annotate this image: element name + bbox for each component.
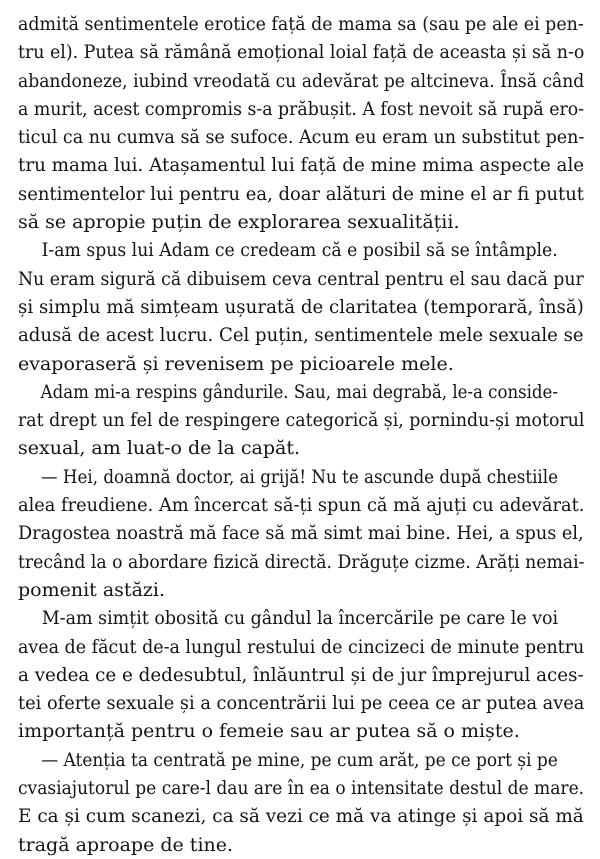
text-line: sexual, am luat-o de la capăt. <box>18 437 301 460</box>
text-line: evaporaseră și revenisem pe picioarele mele. <box>18 352 454 375</box>
text-line: Adam mi-a respins gândurile. Sau, mai degrabă, le-a conside- <box>40 380 558 403</box>
text-line: — Hei, doamnă doctor, ai grijă! Nu te ascunde după chestiile <box>40 465 558 488</box>
paragraph-1 <box>18 10 584 236</box>
text-line: trecând la o abordare fizică directă. Drăguțe cizme. Arăți nemai- <box>18 550 585 573</box>
text-line: abandoneze, iubind vreodată cu adevărat pe altcineva. Însă când <box>18 69 585 92</box>
text-line: a murit, acest compromis s-a prăbușit. A fost nevoit să rupă ero- <box>18 97 585 120</box>
text-line: pomenit astăzi. <box>18 578 166 601</box>
text-line: E ca și cum scanezi, ca să vezi ce mă va atinge și apoi să mă <box>18 805 584 828</box>
text-line: tru el). Putea să rămână emoțional loial față de aceasta și să n-o <box>18 41 585 64</box>
book-page <box>18 10 585 856</box>
text-line: adusă de acest lucru. Cel puțin, sentimentele mele sexuale se <box>18 324 584 347</box>
paragraph-5 <box>18 604 584 745</box>
paragraph-2 <box>18 236 584 377</box>
text-line: a vedea ce e dedesubtul, înlăuntrul și de jur împrejurul aces- <box>18 663 584 686</box>
text-line: rat drept un fel de respingere categorică și, pornindu-și motorul <box>18 409 585 432</box>
paragraph-6 <box>18 746 584 859</box>
text-line: tru mama lui. Atașamentul lui față de mine mima aspecte ale <box>18 154 585 177</box>
text-line: tragă aproape de tine. <box>18 833 234 856</box>
paragraph-3 <box>18 378 584 463</box>
text-line: să se apropie puțin de explorarea sexualității. <box>18 211 460 234</box>
text-line: sentimentelor lui pentru ea, doar alături de mine el ar fi putut <box>18 182 585 205</box>
paragraph-4 <box>18 463 584 604</box>
text-line: tei oferte sexuale și a concentrării lui pe ceea ce ar putea avea <box>18 692 585 715</box>
text-line: Nu eram sigură că dibuisem ceva central pentru el sau dacă pur <box>18 267 584 290</box>
text-line: Dragostea noastră mă face să mă simt mai bine. Hei, a spus el, <box>18 522 584 545</box>
text-line: — Atenția ta centrată pe mine, pe cum arăt, pe ce port și pe <box>41 748 558 771</box>
text-line: ticul ca nu cumva să se sufoce. Acum eu eram un substitut pen- <box>18 126 585 149</box>
text-line: avea de făcut de-a lungul restului de cincizeci de minute pentru <box>18 635 585 658</box>
text-line: M-am simțit obosită cu gândul la încercările pe care le voi <box>41 607 559 630</box>
text-line: I-am spus lui Adam ce credeam că e posibil să se întâmple. <box>41 239 558 262</box>
text-line: alea freudiene. Am încercat să-ți spun că mă ajuți cu adevărat. <box>18 494 585 517</box>
text-line: și simplu mă simțeam ușurată de claritatea (temporară, însă) <box>18 295 584 318</box>
text-line: importanță pentru o femeie sau ar putea să o miște. <box>18 720 520 743</box>
text-line: cvasiajutorul pe care-l dau are în ea o intensitate destul de mare. <box>18 777 585 800</box>
text-line: admită sentimentele erotice față de mama sa (sau pe ale ei pen- <box>18 13 584 35</box>
